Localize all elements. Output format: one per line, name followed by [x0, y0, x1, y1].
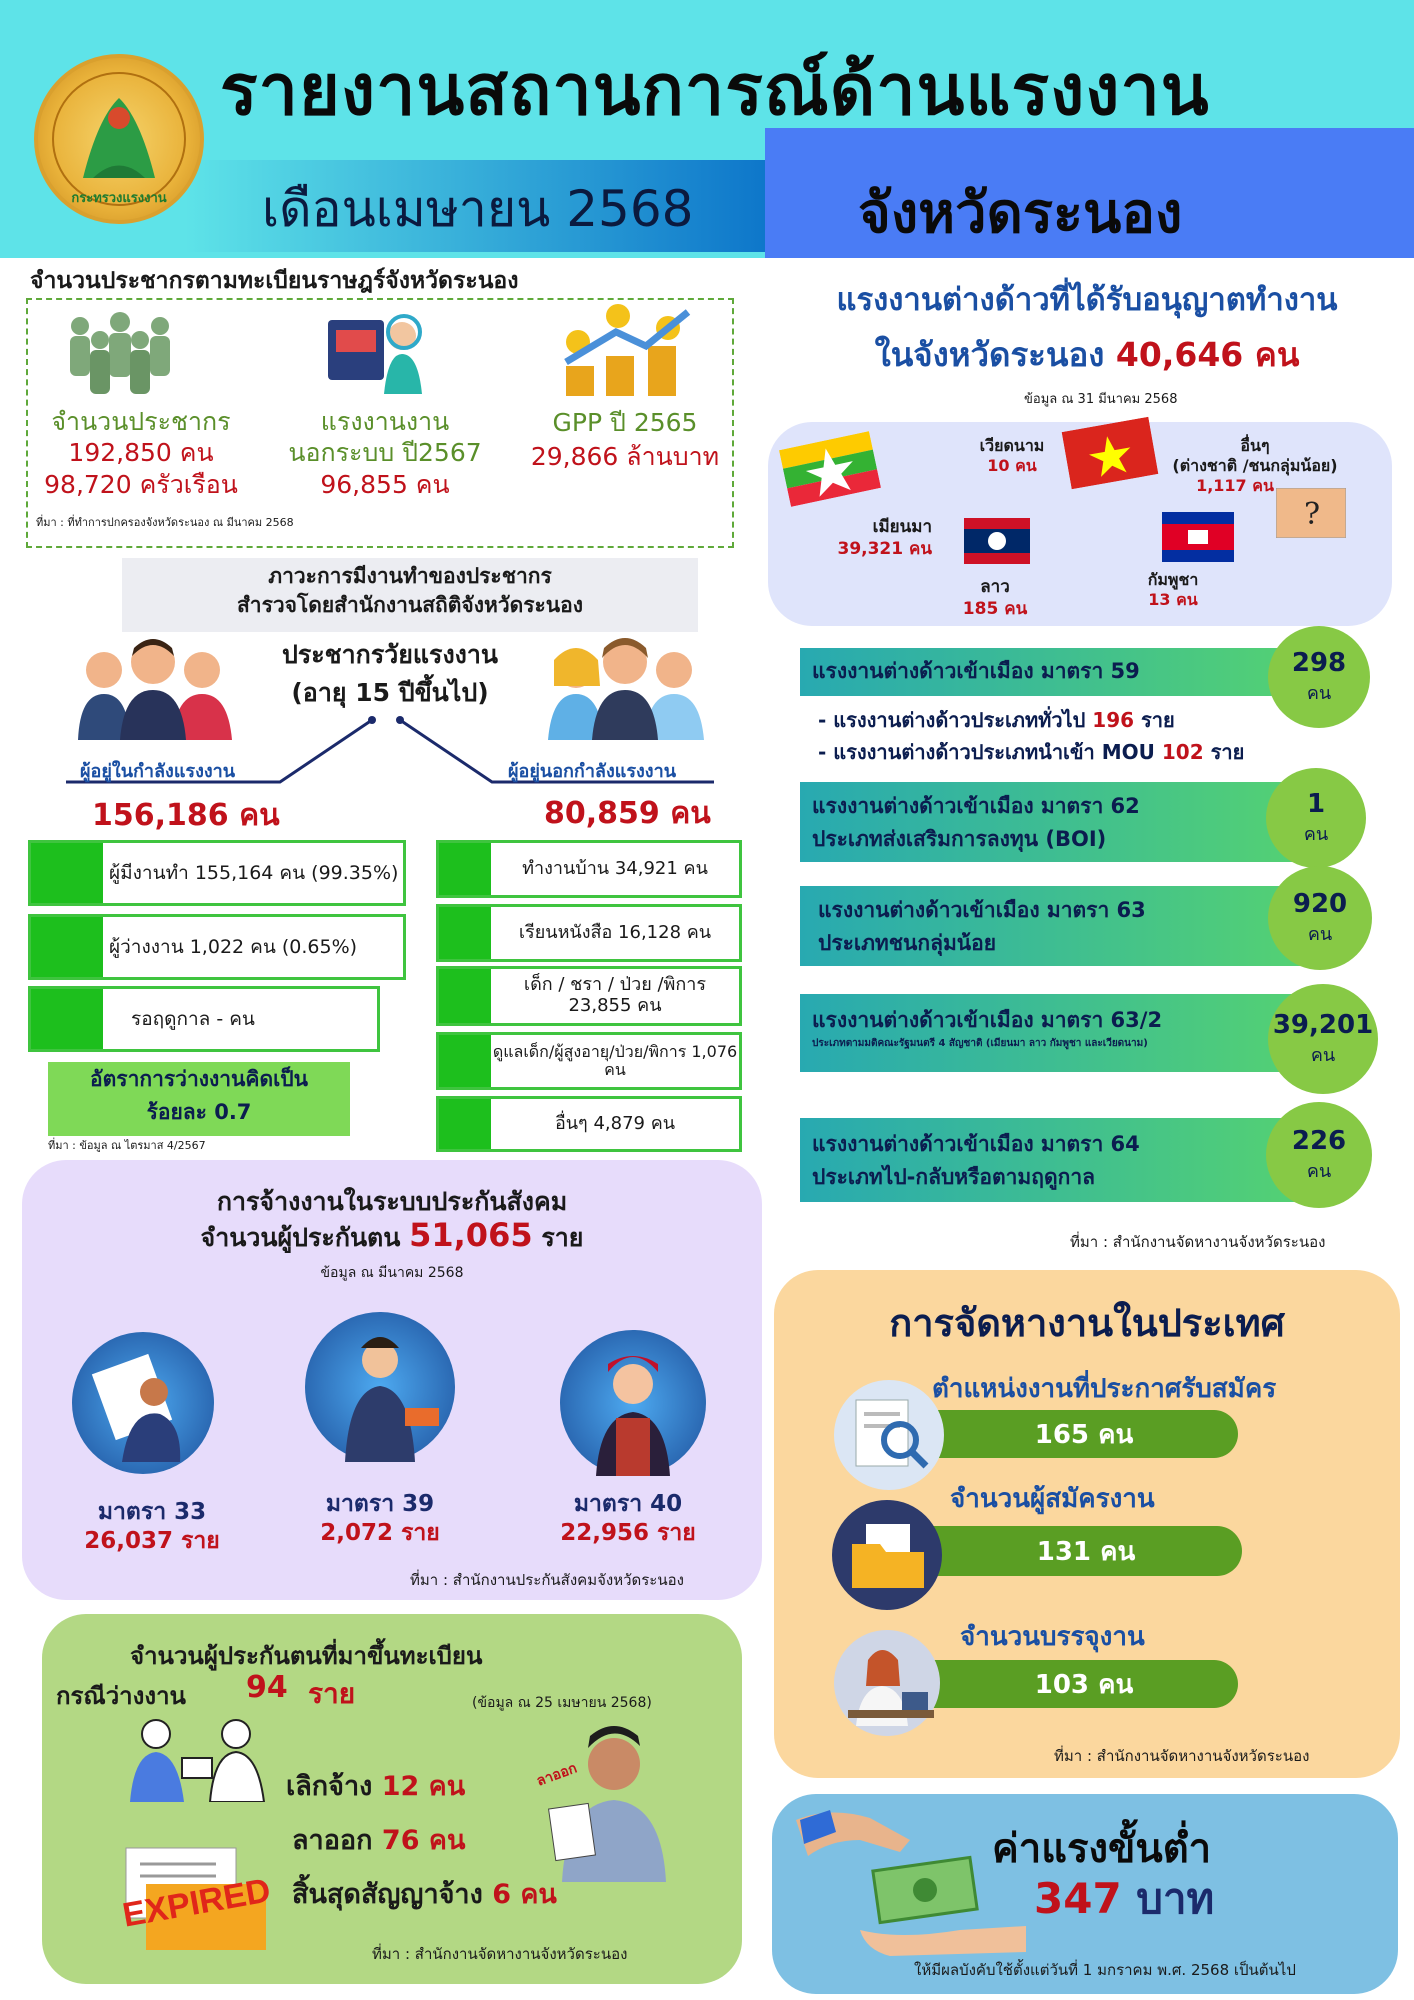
- folder-icon: [832, 1500, 942, 1610]
- province-name: จังหวัดระนอง: [858, 181, 1183, 246]
- unemployed-source: ที่มา : สำนักงานจัดหางานจังหวัดระนอง: [372, 1945, 628, 1963]
- studying-box: เรียนหนังสือ 16,128 คน: [436, 904, 742, 962]
- minimum-wage-title: ค่าแรงขั้นต่ำ: [992, 1826, 1212, 1872]
- resign-tag: ลาออก: [534, 1760, 580, 1790]
- section59-circle: 298 คน: [1268, 626, 1370, 728]
- vietnam-value: 10 คน: [987, 456, 1037, 475]
- section59-mou: - แรงงานต่างด้าวประเภทนำเข้า MOU 102 ราย: [818, 740, 1245, 764]
- informal-value: 96,855 คน: [320, 469, 450, 499]
- foreign-date: ข้อมูล ณ 31 มีนาคม 2568: [1024, 392, 1178, 407]
- domestic-jobs-title: การจัดหางานในประเทศ: [889, 1301, 1285, 1345]
- layoff-row: เลิกจ้าง 12 คน: [286, 1771, 466, 1802]
- section64-circle: 226 คน: [1266, 1102, 1372, 1208]
- unemployed-count: 94: [246, 1670, 288, 1705]
- expired-doc-icon: [116, 1844, 282, 1954]
- overworked-office-icon: [72, 1332, 214, 1474]
- handover-icon: [126, 1712, 268, 1802]
- people-group-icon: [60, 310, 180, 396]
- placements-label: จำนวนบรรจุงาน: [960, 1622, 1145, 1652]
- other-nationality-value: 1,117 คน: [1196, 476, 1274, 495]
- other-nationality-sub: (ต่างชาติ /ชนกลุ่มน้อย): [1172, 456, 1338, 475]
- section40-label: มาตรา 40: [573, 1491, 683, 1517]
- in-labor-value: 156,186 คน: [92, 798, 280, 833]
- jobs-source: ที่มา : สำนักงานจัดหางานจังหวัดระนอง: [1054, 1747, 1310, 1765]
- vietnam-label: เวียดนาม: [979, 436, 1045, 455]
- section33-value: 26,037 ราย: [84, 1527, 220, 1554]
- section39-label: มาตรา 39: [325, 1491, 435, 1517]
- cambodia-label: กัมพูชา: [1147, 570, 1199, 589]
- report-month: เดือนเมษายน 2568: [262, 180, 694, 238]
- laos-label: ลาว: [980, 577, 1010, 597]
- social-date: ข้อมูล ณ มีนาคม 2568: [320, 1265, 464, 1281]
- social-title-2-row: จำนวนผู้ประกันตน 51,065 ราย: [200, 1216, 584, 1254]
- unemployment-rate-box: อัตราการว่างงานคิดเป็น ร้อยละ 0.7: [48, 1062, 350, 1136]
- applicants-pill: 131 คน: [930, 1526, 1242, 1576]
- myanmar-label: เมียนมา: [872, 517, 932, 537]
- unemployed-date: (ข้อมูล ณ 25 เมษายน 2568): [472, 1695, 652, 1711]
- section62-circle: 1 คน: [1266, 768, 1366, 868]
- unemployed-case: กรณีว่างงาน: [56, 1682, 186, 1710]
- gpp-growth-icon: [556, 302, 696, 400]
- social-source: ที่มา : สำนักงานประกันสังคมจังหวัดระนอง: [410, 1571, 684, 1589]
- seasonal-box: รอฤดูกาล - คน: [28, 986, 380, 1052]
- minimum-wage-value: 347: [1034, 1874, 1122, 1923]
- resign-man-icon: [522, 1716, 672, 1882]
- unemployed-unit: ราย: [308, 1677, 356, 1710]
- svg-text:?: ?: [1304, 497, 1321, 532]
- logo-text: กระทรวงแรงงาน: [71, 191, 167, 206]
- resign-row: ลาออก 76 คน: [292, 1825, 466, 1856]
- section63-bar: แรงงานต่างด้าวเข้าเมือง มาตรา 63 ประเภทชนกลุ่มน้อย: [800, 886, 1300, 966]
- section59-bar: แรงงานต่างด้าวเข้าเมือง มาตรา 59: [800, 648, 1300, 696]
- myanmar-value: 39,321 คน: [837, 539, 932, 560]
- expired-stamp: EXPIRED: [119, 1871, 274, 1935]
- social-title-1: การจ้างงานในระบบประกันสังคม: [216, 1187, 568, 1216]
- ministry-logo: [34, 54, 204, 224]
- section63-2-circle: 39,201 คน: [1268, 984, 1378, 1094]
- insured-total: 51,065: [409, 1216, 533, 1254]
- informal-worker-icon: [322, 310, 432, 396]
- contract-end-row: สิ้นสุดสัญญาจ้าง 6 คน: [292, 1879, 557, 1910]
- employment-source: ที่มา : ข้อมูล ณ ไตรมาส 4/2567: [48, 1139, 206, 1152]
- workage-label-2: (อายุ 15 ปีขึ้นไป): [291, 677, 489, 707]
- office-worker-icon: [834, 1630, 940, 1736]
- section39-value: 2,072 ราย: [320, 1519, 440, 1546]
- section33-label: มาตรา 33: [97, 1499, 207, 1525]
- minimum-wage-note: ให้มีผลบังคับใช้ตั้งแต่วันที่ 1 มกราคม พ.ศ. 2568 เป็นต้นไป: [914, 1961, 1296, 1979]
- housework-box: ทำงานบ้าน 34,921 คน: [436, 840, 742, 898]
- household-value: 98,720 ครัวเรือน: [44, 469, 238, 499]
- applicants-label: จำนวนผู้สมัครงาน: [950, 1484, 1155, 1514]
- population-source: ที่มา : ที่ทำการปกครองจังหวัดระนอง ณ มีนาคม 2568: [36, 516, 294, 529]
- foreign-source: ที่มา : สำนักงานจัดหางานจังหวัดระนอง: [1070, 1233, 1326, 1251]
- population-label: จำนวนประชากร: [51, 407, 231, 436]
- service-worker-icon: [560, 1330, 706, 1476]
- disabled-box: เด็ก / ชรา / ป่วย /พิการ 23,855 คน: [436, 966, 742, 1026]
- informal-label-2: นอกระบบ ปี2567: [288, 438, 482, 468]
- out-labor-label: ผู้อยู่นอกกำลังแรงงาน: [508, 761, 677, 782]
- caregiver-box: ดูแลเด็ก/ผู้สูงอายุ/ป่วย/พิการ 1,076 คน: [436, 1032, 742, 1090]
- employment-heading-box: [122, 558, 698, 632]
- gpp-label: GPP ปี 2565: [552, 408, 698, 437]
- job-openings-pill: 165 คน: [930, 1410, 1238, 1458]
- workage-label-1: ประชากรวัยแรงงาน: [281, 640, 499, 669]
- foreign-total: 40,646 คน: [1115, 335, 1300, 374]
- employment-heading-1: ภาวะการมีงานทำของประชากร: [268, 564, 552, 588]
- job-openings-label: ตำแหน่งงานที่ประกาศรับสมัคร: [932, 1374, 1277, 1404]
- cambodia-value: 13 คน: [1148, 590, 1198, 609]
- employment-heading-2: สำรวจโดยสำนักงานสถิติจังหวัดระนอง: [236, 593, 584, 618]
- placements-pill: 103 คน: [930, 1660, 1238, 1708]
- magnifier-document-icon: [834, 1380, 944, 1490]
- section63-2-bar: แรงงานต่างด้าวเข้าเมือง มาตรา 63/2 ประเภทตามมติคณะรัฐมนตรี 4 สัญชาติ (เมียนมา ลาว กัมพูชา และเวียดนาม): [800, 994, 1300, 1072]
- foreign-title-2-row: ในจังหวัดระนอง 40,646 คน: [874, 335, 1300, 374]
- unemployed-box: ผู้ว่างงาน 1,022 คน (0.65%): [28, 914, 406, 980]
- employed-box: ผู้มีงานทำ 155,164 คน (99.35%): [28, 840, 406, 906]
- section63-circle: 920 คน: [1268, 866, 1372, 970]
- gpp-value: 29,866 ล้านบาท: [530, 441, 720, 471]
- out-labor-value: 80,859 คน: [544, 796, 711, 831]
- section40-value: 22,956 ราย: [560, 1519, 696, 1546]
- page-title: รายงานสถานการณ์ด้านแรงงาน: [220, 49, 1210, 131]
- section64-bar: แรงงานต่างด้าวเข้าเมือง มาตรา 64 ประเภทไป-กลับหรือตามฤดูกาล: [800, 1118, 1300, 1202]
- laos-flag-icon: [964, 518, 1030, 564]
- other-nationality-label: อื่นๆ: [1240, 436, 1270, 455]
- minimum-wage-row: 347 บาท: [1034, 1874, 1215, 1923]
- informal-label-1: แรงงานงาน: [320, 407, 450, 436]
- laos-value: 185 คน: [962, 599, 1028, 620]
- other-out-box: อื่นๆ 4,879 คน: [436, 1096, 742, 1152]
- population-value: 192,850 คน: [68, 438, 214, 468]
- presenter-icon: [305, 1312, 455, 1462]
- foreign-title-1: แรงงานต่างด้าวที่ได้รับอนุญาตทำงาน: [836, 282, 1338, 318]
- unemployed-title: จำนวนผู้ประกันตนที่มาขึ้นทะเบียน: [130, 1642, 483, 1670]
- population-heading: จำนวนประชากรตามทะเบียนราษฎร์จังหวัดระนอง: [30, 268, 519, 294]
- section62-bar: แรงงานต่างด้าวเข้าเมือง มาตรา 62 ประเภทส่งเสริมการลงทุน (BOI): [800, 782, 1300, 862]
- section59-general: - แรงงานต่างด้าวประเภททั่วไป 196 ราย: [818, 708, 1175, 732]
- cambodia-flag-icon: [1162, 512, 1234, 562]
- in-labor-label: ผู้อยู่ในกำลังแรงงาน: [80, 761, 236, 782]
